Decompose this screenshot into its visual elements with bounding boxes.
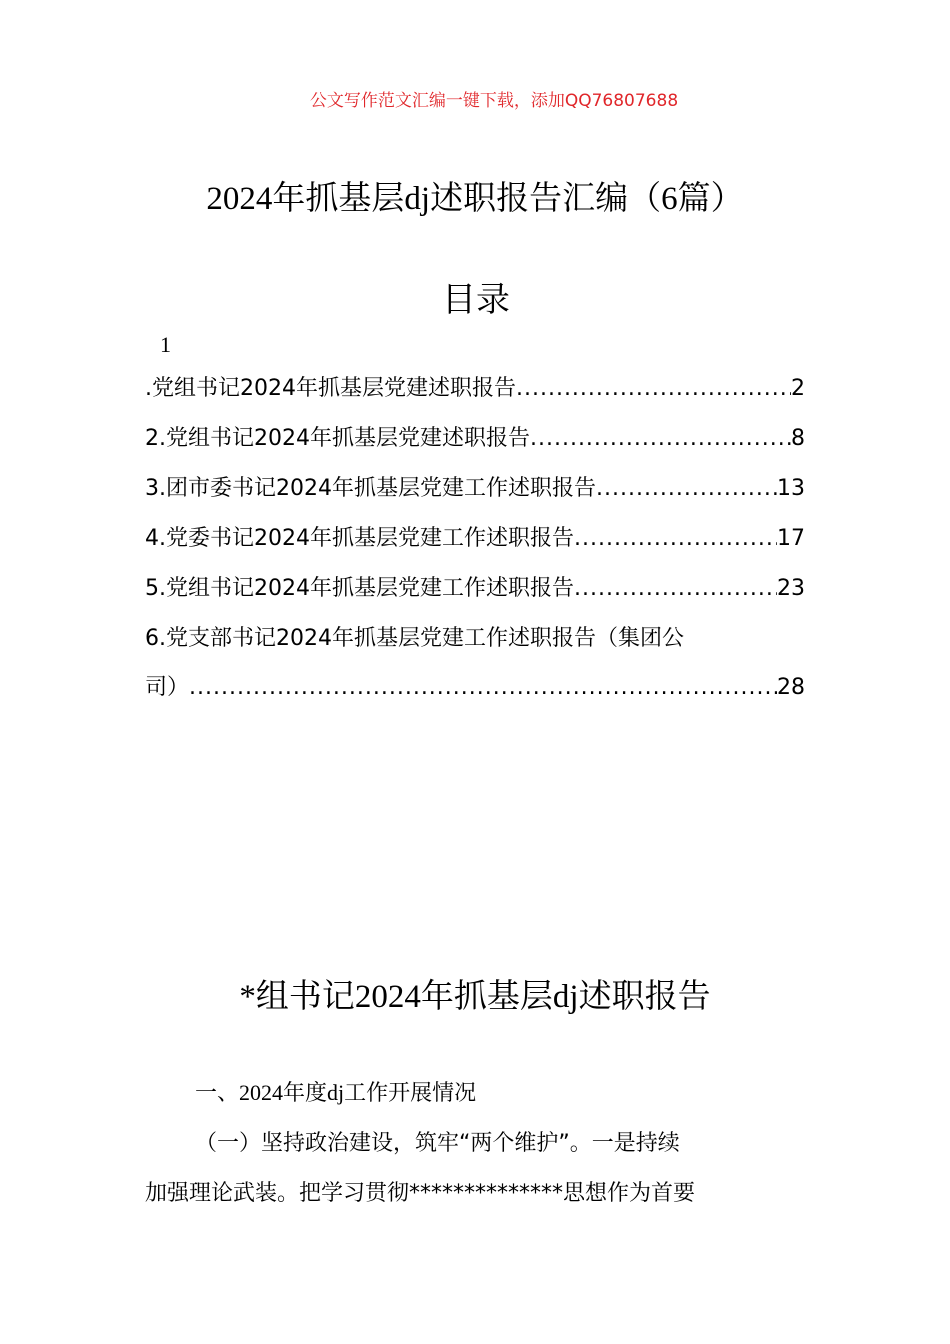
- toc-item-label: 3.团市委书记2024年抓基层党建工作述职报告: [145, 476, 596, 501]
- dot-leader: [596, 476, 777, 501]
- toc-item-page: 23: [777, 576, 805, 601]
- toc-item-page: 13: [777, 476, 805, 501]
- section-title: *组书记2024年抓基层dj述职报告: [239, 979, 711, 1015]
- dot-leader: [189, 675, 777, 700]
- document-title: 2024年抓基层dj述职报告汇编（6篇）: [206, 181, 744, 217]
- toc-heading: 目录: [442, 280, 510, 320]
- toc-item[interactable]: [145, 421, 805, 471]
- toc-item-label: 2.党组书记2024年抓基层党建述职报告: [145, 426, 530, 451]
- paragraph-line: （一）坚持政治建设，筑牢“两个维护”。一是持续: [195, 1131, 680, 1156]
- toc-item-label: 4.党委书记2024年抓基层党建工作述职报告: [145, 526, 574, 551]
- toc-item[interactable]: [145, 521, 805, 571]
- paragraph-line: 加强理论武装。把学习贯彻**************思想作为首要: [145, 1181, 696, 1206]
- toc-first-number: 1: [160, 332, 171, 357]
- toc-item-page: 8: [791, 426, 805, 451]
- toc-item-label: 5.党组书记2024年抓基层党建工作述职报告: [145, 576, 574, 601]
- dot-leader: [574, 576, 777, 601]
- toc-item-continued[interactable]: [145, 670, 805, 720]
- toc-item-label: 司）: [145, 675, 190, 700]
- dot-leader: [516, 376, 791, 401]
- toc-item-label: 6.党支部书记2024年抓基层党建工作述职报告（集团公: [145, 626, 684, 651]
- toc-item-page: 17: [777, 526, 805, 551]
- toc-item-page: 28: [777, 675, 805, 700]
- dot-leader: [530, 426, 791, 451]
- toc-item-page: 2: [791, 376, 805, 401]
- toc-item-label: .党组书记2024年抓基层党建述职报告: [145, 376, 516, 401]
- table-of-contents: [145, 371, 805, 720]
- toc-item[interactable]: [145, 621, 805, 670]
- toc-item[interactable]: [145, 371, 805, 421]
- toc-item[interactable]: [145, 571, 805, 621]
- section-heading: 一、2024年度dj工作开展情况: [195, 1080, 477, 1105]
- dot-leader: [574, 526, 777, 551]
- download-banner: 公文写作范文汇编一键下载，添加QQ76807688: [309, 91, 679, 111]
- toc-item[interactable]: [145, 471, 805, 521]
